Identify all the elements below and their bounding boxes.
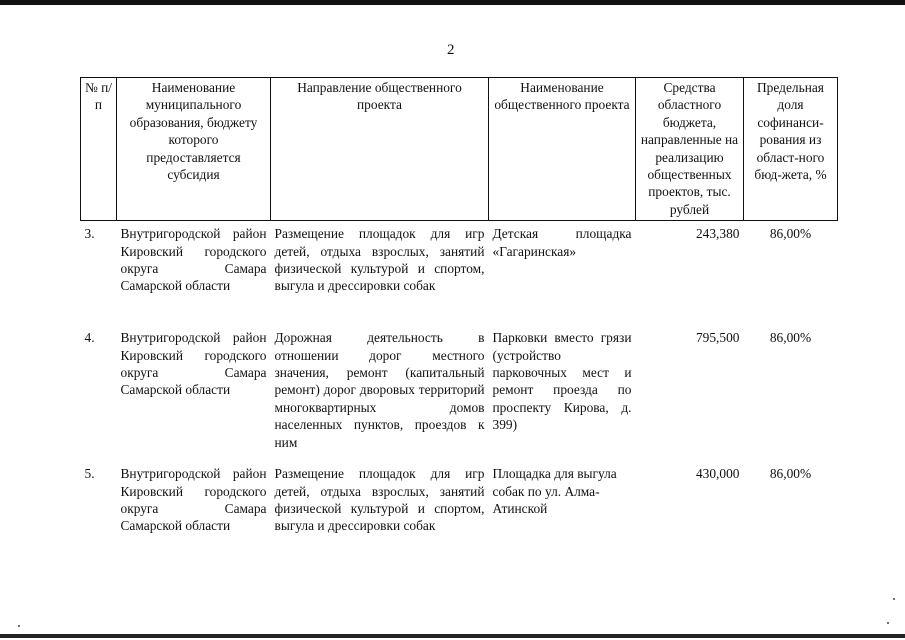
scan-speck (893, 598, 895, 600)
row-share: 86,00% (769, 330, 812, 346)
row-share: 86,00% (769, 226, 812, 242)
row-municipality: Внутригородской район Кировский городского округа Самара Самарской области (120, 466, 267, 534)
row-project-name: Детская площадка «Гагаринская» (492, 226, 632, 259)
row-number: 4. (84, 330, 95, 346)
row-direction: Дорожная деятельность в отношении дорог местного значения, ремонт (капитальный ремонт) дорог дворовых территорий многоквартирных домов населенных пунктов, проездов к ним (274, 330, 485, 450)
scan-speck (18, 625, 20, 627)
row-funds: 795,500 (695, 330, 740, 346)
header-funds: Средства областного бюджета, направленные на реализацию общественных проектов, тыс. рублей (636, 78, 744, 221)
row-direction: Размещение площадок для игр детей, отдыха взрослых, занятий физической культурой и спортом, выгула и дрессировки собак (274, 226, 485, 294)
row-share: 86,00% (769, 466, 812, 482)
row-funds: 430,000 (695, 466, 740, 482)
header-share: Предельная доля софинанси-рования из област-ного бюд-жета, % (744, 78, 838, 221)
table-header-row (81, 78, 838, 221)
row-municipality: Внутригородской район Кировский городского округа Самара Самарской области (120, 330, 267, 398)
row-municipality: Внутригородской район Кировский городского округа Самара Самарской области (120, 226, 267, 294)
scan-border-bottom (0, 634, 905, 638)
table-row (81, 221, 838, 326)
header-project-name: Наименование общественного проекта (489, 78, 636, 221)
row-funds: 243,380 (695, 226, 740, 242)
header-number: № п/п (81, 78, 117, 221)
header-direction: Направление общественного проекта (271, 78, 489, 221)
scan-border-top (0, 0, 905, 5)
row-number: 3. (84, 226, 95, 242)
header-municipality: Наименование муниципального образования, бюджету которого предоставляется субсидия (117, 78, 271, 221)
row-direction: Размещение площадок для игр детей, отдыха взрослых, занятий физической культурой и спортом, выгула и дрессировки собак (274, 466, 485, 534)
row-project-name: Площадка для выгула собак по ул. Алма-Атинской (492, 466, 617, 517)
subsidy-table (80, 77, 838, 565)
page-number: 2 (447, 42, 455, 58)
scan-speck (887, 622, 889, 624)
table-row (81, 325, 838, 461)
row-project-name: Парковки вместо грязи (устройство парковочных мест и ремонт проезда по проспекту Кирова, д. 399) (492, 330, 632, 433)
table-row (81, 461, 838, 565)
row-number: 5. (84, 466, 95, 482)
